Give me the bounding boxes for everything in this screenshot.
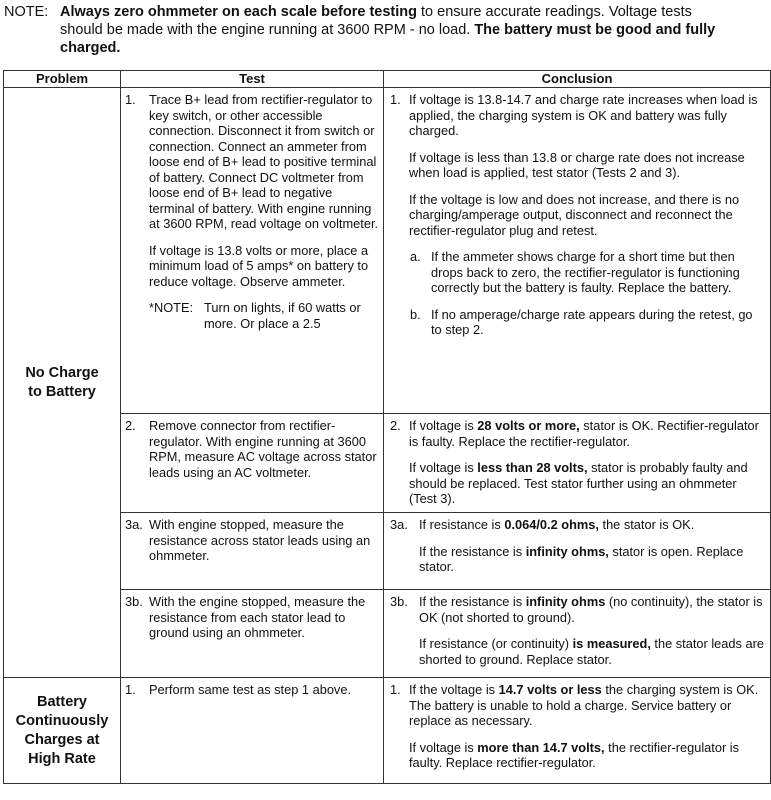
- sub-item-a: [410, 249, 766, 296]
- problem-line: to Battery: [28, 383, 96, 400]
- conclusion-text: If the resistance is infinity ohms (no continuity), the stator is OK (not shorted to ground).: [419, 594, 763, 625]
- note-label: NOTE:: [4, 4, 49, 20]
- step-number: 2.: [390, 418, 401, 433]
- test-cell: [121, 414, 384, 513]
- test-text: Remove connector from rectifier-regulator. With engine running at 3600 RPM, measure AC voltage across stator leads using an AC voltmeter.: [149, 418, 377, 480]
- sub-text: If no amperage/charge rate appears during the retest, go to step 2.: [431, 306, 753, 337]
- test-text: Perform same test as step 1 above.: [149, 682, 352, 697]
- footnote-label: *NOTE:: [149, 300, 194, 315]
- test-cell: [121, 590, 384, 678]
- header-row: [4, 71, 771, 88]
- step-number: 1.: [125, 92, 136, 107]
- problem-line: High Rate: [28, 750, 96, 767]
- note-bold-battery: The battery must be good and fully: [474, 22, 716, 38]
- test-cell: [121, 513, 384, 590]
- problem-line: Charges at: [24, 731, 100, 748]
- conclusion-text: If the voltage is low and does not increase, and there is no charging/amperage output, disconnect and reconnect the rectifier-regulator plug and retest.: [409, 191, 740, 238]
- conclusion-text: If voltage is 28 volts or more, stator is OK. Rectifier-regulator is faulty. Replace the rectifier-regulator.: [409, 418, 759, 449]
- conclusion-cell: [384, 88, 771, 414]
- step-number: 3b.: [390, 594, 408, 609]
- note-text-2: should be made with the engine running at 3600 RPM - no load.: [60, 22, 475, 38]
- test-cell: [121, 88, 384, 414]
- test-text: With the engine stopped, measure the resistance from each stator lead to ground using an ohmmeter.: [149, 594, 366, 640]
- step-number: 1.: [390, 92, 401, 107]
- problem-line: Battery: [37, 693, 87, 710]
- conclusion-cell: [384, 513, 771, 590]
- table-row: [4, 678, 771, 784]
- test-text: With engine stopped, measure the resistance across stator leads using an ohmmeter.: [149, 517, 371, 563]
- problem-high-rate: [4, 678, 121, 784]
- sub-label: b.: [410, 306, 421, 322]
- test-footnote: [149, 300, 379, 331]
- step-number: 1.: [125, 682, 136, 697]
- step-number: 3a.: [125, 517, 143, 532]
- test-text: Trace B+ lead from rectifier-regulator to key switch, or other accessible connection. Disconnect it from switch or connection. Connect an ammeter from loose end of B+ lead to positive terminal of battery. Connect DC voltmeter from loose end of B+ lead to negative terminal of battery. With engine running at 3600 RPM, read voltage on voltmeter.: [149, 92, 379, 231]
- table-row: [4, 88, 771, 414]
- conclusion-text: If voltage is less than 13.8 or charge rate does not increase when load is applied, test stator (Tests 2 and 3).: [409, 149, 745, 180]
- problem-line: No Charge: [25, 364, 99, 381]
- header-problem: Problem: [4, 71, 121, 88]
- conclusion-cell: [384, 414, 771, 513]
- problem-no-charge: [4, 88, 121, 678]
- sub-text: If the ammeter shows charge for a short time but then drops back to zero, the rectifier-regulator is functioning correctly but the battery is faulty. Replace the battery.: [431, 249, 740, 295]
- note-bold-charged: charged.: [60, 40, 121, 56]
- conclusion-text: If voltage is 13.8-14.7 and charge rate increases when load is applied, the charging system is OK and battery was fully charged.: [409, 92, 758, 138]
- test-cell: [121, 678, 384, 784]
- problem-line: Continuously: [15, 712, 109, 729]
- conclusion-text: If the voltage is 14.7 volts or less the charging system is OK. The battery is unable to hold a charge. Service battery or replace as necessary.: [409, 682, 759, 728]
- step-number: 1.: [390, 682, 401, 697]
- conclusion-text: If resistance is 0.064/0.2 ohms, the stator is OK.: [419, 517, 695, 532]
- troubleshooting-table: [3, 70, 771, 784]
- note-block: [4, 3, 766, 57]
- conclusion-text: If voltage is less than 28 volts, stator is probably faulty and should be replaced. Test stator further using an ohmmeter (Test 3).: [409, 460, 748, 506]
- step-number: 3a.: [390, 517, 408, 532]
- step-number: 3b.: [125, 594, 143, 609]
- sub-item-b: [410, 306, 766, 338]
- conclusion-cell: [384, 678, 771, 784]
- conclusion-text: If resistance (or continuity) is measured, the stator leads are shorted to ground. Replace stator.: [419, 636, 764, 667]
- sub-label: a.: [410, 249, 421, 264]
- header-test: Test: [121, 71, 384, 88]
- note-bold-warning: Always zero ohmmeter on each scale before testing: [60, 4, 417, 20]
- conclusion-text: If the resistance is infinity ohms, stator is open. Replace stator.: [419, 543, 744, 574]
- note-text-1: to ensure accurate readings. Voltage tests: [416, 4, 692, 20]
- test-text: If voltage is 13.8 volts or more, place a minimum load of 5 amps* on battery to reduce voltage. Observe ammeter.: [149, 242, 369, 289]
- footnote-text: Turn on lights, if 60 watts or more. Or place a 2.5: [204, 300, 361, 331]
- conclusion-text: If voltage is more than 14.7 volts, the rectifier-regulator is faulty. Replace rectifier-regulator.: [409, 739, 740, 770]
- step-number: 2.: [125, 418, 136, 433]
- conclusion-cell: [384, 590, 771, 678]
- header-conclusion: Conclusion: [384, 71, 771, 88]
